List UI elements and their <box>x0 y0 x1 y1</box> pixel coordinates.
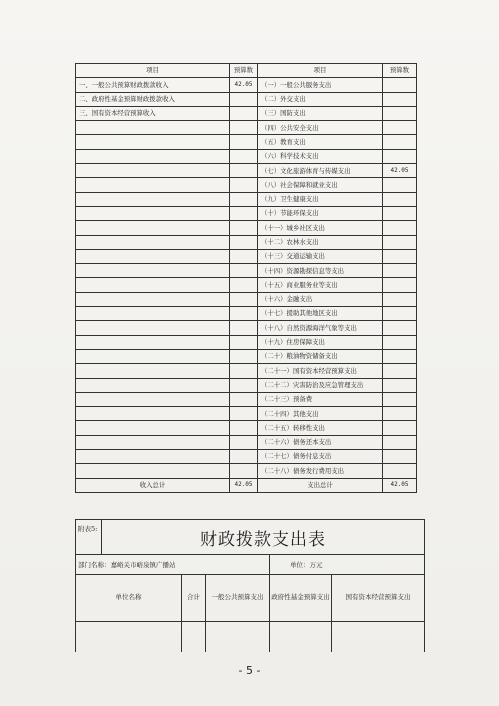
income-item <box>76 407 230 421</box>
expenditure-item: （十五）商业服务业等支出 <box>258 278 383 292</box>
expenditure-item: （七）文化旅游体育与传媒支出 <box>258 164 383 178</box>
budget-row <box>76 392 417 406</box>
income-amount <box>230 249 258 263</box>
expenditure-amount <box>383 292 417 306</box>
expenditure-amount <box>383 106 417 120</box>
budget-row <box>76 378 417 392</box>
income-amount <box>230 106 258 120</box>
budget-row <box>76 292 417 306</box>
income-total-label: 收入总计 <box>76 478 230 492</box>
expenditure-item: （二）外交支出 <box>258 92 383 106</box>
budget-row <box>76 164 417 178</box>
expenditure-item: （十四）资源勘探信息等支出 <box>258 264 383 278</box>
income-amount <box>230 392 258 406</box>
expenditure-item: （十一）城乡社区支出 <box>258 221 383 235</box>
annex-table <box>75 519 425 652</box>
income-item <box>76 321 230 335</box>
budget-header-row <box>76 64 417 78</box>
expenditure-amount <box>383 78 417 92</box>
expenditure-item: （五）教育支出 <box>258 135 383 149</box>
annex-number: 附表5: <box>76 520 102 555</box>
income-amount <box>230 464 258 478</box>
income-amount <box>230 164 258 178</box>
expenditure-item: （九）卫生健康支出 <box>258 192 383 206</box>
income-amount <box>230 407 258 421</box>
header-income-item: 项目 <box>76 64 230 78</box>
budget-row <box>76 364 417 378</box>
budget-row <box>76 407 417 421</box>
income-amount <box>230 221 258 235</box>
income-amount <box>230 92 258 106</box>
expenditure-amount <box>383 450 417 464</box>
income-amount: 42.05 <box>230 78 258 92</box>
income-item <box>76 192 230 206</box>
expenditure-amount <box>383 249 417 263</box>
expenditure-item: （二十五）转移性支出 <box>258 421 383 435</box>
expenditure-amount <box>383 92 417 106</box>
expenditure-amount <box>383 421 417 435</box>
expenditure-amount <box>383 335 417 349</box>
income-amount <box>230 121 258 135</box>
income-item <box>76 264 230 278</box>
income-item <box>76 392 230 406</box>
budget-row <box>76 464 417 478</box>
budget-total-row <box>76 478 417 492</box>
page-number: - 5 - <box>238 664 261 677</box>
income-amount <box>230 235 258 249</box>
budget-row <box>76 78 417 92</box>
budget-row <box>76 450 417 464</box>
header-income-amount: 预算数 <box>230 64 258 78</box>
expenditure-amount <box>383 264 417 278</box>
budget-row <box>76 206 417 220</box>
income-amount <box>230 307 258 321</box>
annex-title-row <box>76 520 425 555</box>
expenditure-item: （十二）农林水支出 <box>258 235 383 249</box>
annex-header-total: 合计 <box>182 575 206 622</box>
expenditure-amount <box>383 321 417 335</box>
budget-row <box>76 221 417 235</box>
income-amount <box>230 192 258 206</box>
income-amount <box>230 206 258 220</box>
annex-unit-row <box>76 555 425 575</box>
income-item <box>76 292 230 306</box>
expenditure-amount <box>383 221 417 235</box>
expenditure-item: （二十三）预备费 <box>258 392 383 406</box>
annex-header-fund-budget: 政府性基金预算支出 <box>270 575 332 622</box>
income-item <box>76 149 230 163</box>
income-amount <box>230 364 258 378</box>
income-item <box>76 435 230 449</box>
income-total-amount: 42.05 <box>230 478 258 492</box>
budget-row <box>76 321 417 335</box>
budget-row <box>76 264 417 278</box>
expenditure-item: （二十六）债务还本支出 <box>258 435 383 449</box>
expenditure-total-amount: 42.05 <box>383 478 417 492</box>
budget-row <box>76 349 417 363</box>
income-item: 三、国有资本经营预算收入 <box>76 106 230 120</box>
income-amount <box>230 450 258 464</box>
expenditure-amount <box>383 435 417 449</box>
budget-row <box>76 421 417 435</box>
income-amount <box>230 378 258 392</box>
annex-header-state-capital: 国有资本经营预算支出 <box>332 575 425 622</box>
income-amount <box>230 178 258 192</box>
income-item <box>76 378 230 392</box>
annex-title: 财政拨款支出表 <box>102 520 425 555</box>
income-amount <box>230 149 258 163</box>
expenditure-item: （十三）交通运输支出 <box>258 249 383 263</box>
income-item: 二、政府性基金预算财政拨款收入 <box>76 92 230 106</box>
budget-row <box>76 192 417 206</box>
expenditure-amount: 42.05 <box>383 164 417 178</box>
expenditure-item: （二十二）灾害防治及应急管理支出 <box>258 378 383 392</box>
expenditure-item: （二十）粮油物资储备支出 <box>258 349 383 363</box>
header-expenditure-item: 项目 <box>258 64 383 78</box>
annex-data-row <box>76 622 425 653</box>
income-amount <box>230 421 258 435</box>
budget-row <box>76 278 417 292</box>
budget-row <box>76 249 417 263</box>
income-item: 一、一般公共预算财政拨款收入 <box>76 78 230 92</box>
income-amount <box>230 335 258 349</box>
expenditure-amount <box>383 349 417 363</box>
expenditure-amount <box>383 278 417 292</box>
income-item <box>76 221 230 235</box>
expenditure-amount <box>383 392 417 406</box>
department-name: 部门名称：嘉峪关市峪泉镇广播站 <box>76 555 270 575</box>
expenditure-item: （二十一）国有资本经营预算支出 <box>258 364 383 378</box>
income-item <box>76 249 230 263</box>
budget-summary-table <box>75 63 417 493</box>
expenditure-amount <box>383 307 417 321</box>
income-amount <box>230 349 258 363</box>
income-item <box>76 307 230 321</box>
header-expenditure-amount: 预算数 <box>383 64 417 78</box>
expenditure-amount <box>383 206 417 220</box>
budget-row <box>76 235 417 249</box>
budget-row <box>76 121 417 135</box>
income-item <box>76 235 230 249</box>
unit-label: 单位：万元 <box>270 555 425 575</box>
income-item <box>76 135 230 149</box>
expenditure-amount <box>383 135 417 149</box>
income-item <box>76 349 230 363</box>
expenditure-item: （十六）金融支出 <box>258 292 383 306</box>
annex-header-general-budget: 一般公共预算支出 <box>206 575 270 622</box>
income-item <box>76 464 230 478</box>
budget-row <box>76 178 417 192</box>
budget-row <box>76 135 417 149</box>
expenditure-item: （十九）住房保障支出 <box>258 335 383 349</box>
expenditure-amount <box>383 178 417 192</box>
expenditure-amount <box>383 121 417 135</box>
budget-row <box>76 149 417 163</box>
expenditure-item: （四）公共安全支出 <box>258 121 383 135</box>
expenditure-amount <box>383 364 417 378</box>
expenditure-total-label: 支出总计 <box>258 478 383 492</box>
expenditure-amount <box>383 235 417 249</box>
expenditure-amount <box>383 378 417 392</box>
annex-header-unit-name: 单位名称 <box>76 575 182 622</box>
income-item <box>76 121 230 135</box>
income-item <box>76 278 230 292</box>
expenditure-item: （十七）援助其他地区支出 <box>258 307 383 321</box>
income-item <box>76 206 230 220</box>
income-amount <box>230 278 258 292</box>
income-item <box>76 178 230 192</box>
budget-row <box>76 307 417 321</box>
expenditure-amount <box>383 407 417 421</box>
expenditure-item: （十）节能环保支出 <box>258 206 383 220</box>
income-amount <box>230 321 258 335</box>
expenditure-item: （十八）自然资源海洋气象等支出 <box>258 321 383 335</box>
expenditure-item: （二十八）债务发行费用支出 <box>258 464 383 478</box>
budget-row <box>76 335 417 349</box>
budget-row <box>76 106 417 120</box>
income-amount <box>230 264 258 278</box>
expenditure-item: （三）国防支出 <box>258 106 383 120</box>
expenditure-item: （二十七）债务付息支出 <box>258 450 383 464</box>
income-item <box>76 335 230 349</box>
expenditure-amount <box>383 149 417 163</box>
income-item <box>76 450 230 464</box>
expenditure-item: （一）一般公共服务支出 <box>258 78 383 92</box>
income-item <box>76 421 230 435</box>
expenditure-amount <box>383 192 417 206</box>
budget-row <box>76 435 417 449</box>
income-item <box>76 164 230 178</box>
expenditure-amount <box>383 464 417 478</box>
expenditure-item: （二十四）其他支出 <box>258 407 383 421</box>
budget-row <box>76 92 417 106</box>
annex-header-row <box>76 575 425 622</box>
income-amount <box>230 435 258 449</box>
income-item <box>76 364 230 378</box>
income-amount <box>230 135 258 149</box>
expenditure-item: （六）科学技术支出 <box>258 149 383 163</box>
income-amount <box>230 292 258 306</box>
expenditure-item: （八）社会保障和就业支出 <box>258 178 383 192</box>
